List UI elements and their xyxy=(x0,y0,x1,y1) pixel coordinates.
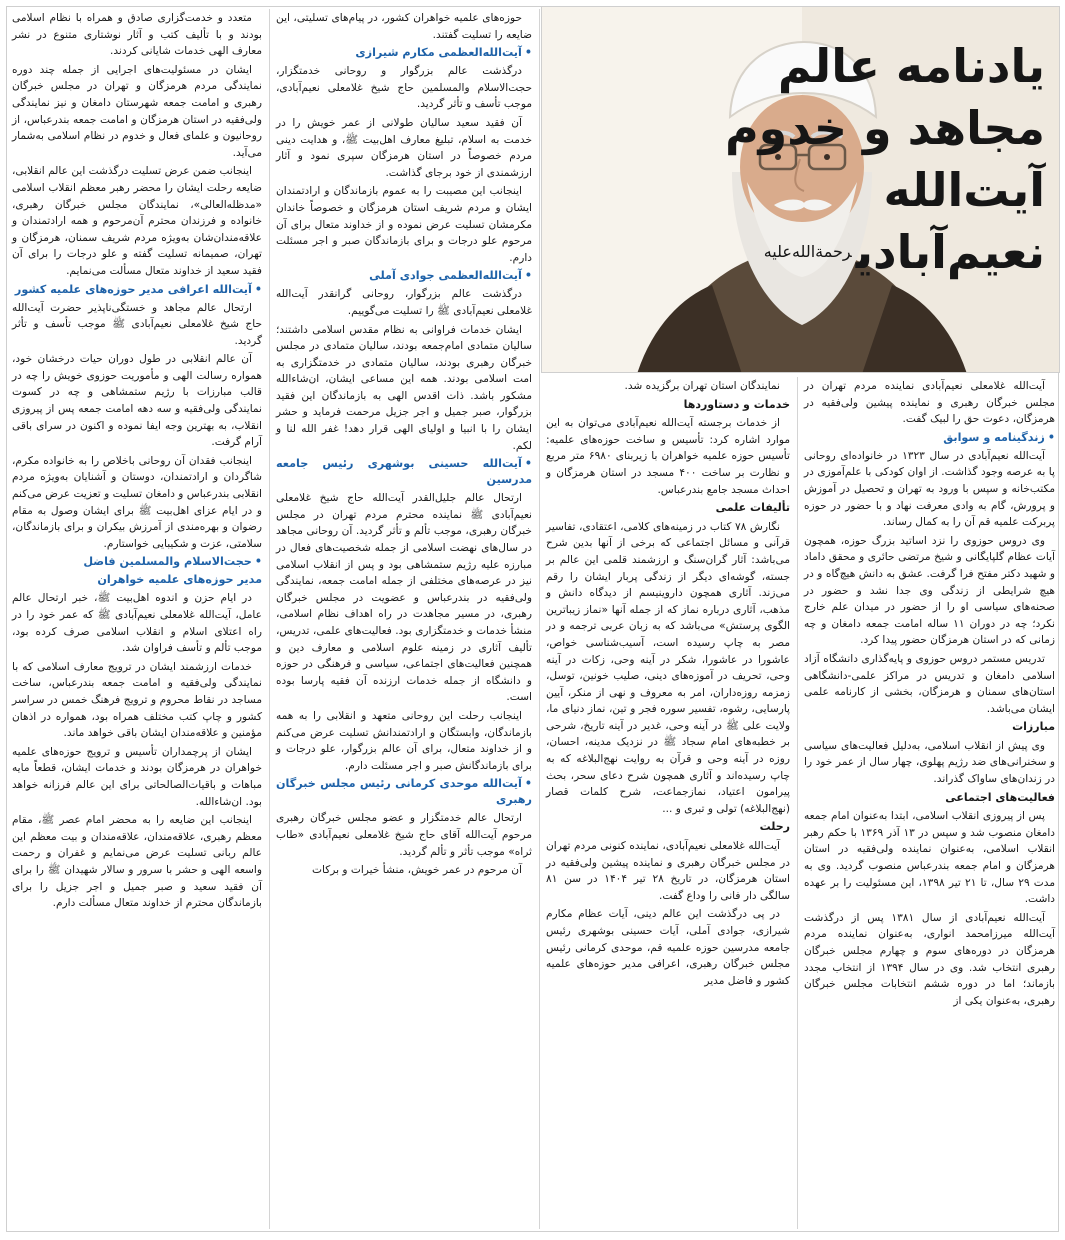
paragraph: نگارش ۷۸ کتاب در زمینه‌های کلامی، اعتقادی، تفاسیر قرآنی و مسائل اجتماعی که برخی از آنها بدین شرح می‌باشد: آثار گران‌سنگ و ارزشمند قلمی این عالم بر جسته، گوشه‌ای دیگر از زندگی پربار ایشان را رقم می‌زند. آثاری همچون داروینیسم از دیدگاه دانش و مذهب، آثاری درباره نماز که از جمله آنها «نماز زیباترین الگوی پرستش» می‌باشد که به زبان عربی ترجمه و در مصر به چاپ رسیده است، آسیب‌شناسی خواص، عاشورا در عاشورا، شکر در آینه وحی، زکات در آینه وحی، تحریف در آموزه‌های دینی، صلیب خونین، توسل، زمزمه روزه‌داران، امر به معروف و نهی از منکر، آیین پارسایی، رشوه، تفسیر سوره فجر و تین، نماز دنیای ما، ولایت علی ﷺ در آینه وحی، غدیر در آینه تاریخ، شرحی بر خطبه‌های امام سجاد ﷺ در نزدیک مدینه، احسان، روزه در آینه وحی و قرآن به روایت نهج‌البلاغه که به چاپ رسیده‌اند و آثاری همچون شرح دعای سحر، بحث پیرامون اعتیاد، نمازجماعت، شرح کلمات قصار (نهج‌البلاغه) تولی و تبری و ... xyxy=(546,520,790,815)
paragraph: ایشان خدمات فراوانی به نظام مقدس اسلامی داشتند؛ سالیان متمادی امام‌جمعه بودند، سالیان متمادی در مجلس خبرگان رهبری بودند، سالیان متمادی در خدمتگزاری به امت اسلامی بودند. همه این مساعی ایشان، ان‌شاءالله مشکور باشد. ذات اقدس الهی به بازماندگان این فقید بزرگوار، صبر جمیل و اجر جزیل مرحمت فرماید و حشر ایشان را با انبیا و اولیای الهی قرار دهد! غفر الله لنا و لکم. xyxy=(276,323,532,452)
section-subheading: مدیر حوزه‌های علمیه خواهران xyxy=(97,573,262,587)
section-heading: •آیت‌الله حسینی بوشهری رئیس جامعه مدرسین xyxy=(276,457,532,487)
column-divider xyxy=(269,9,270,1229)
paragraph: آن فقید سعید سالیان طولانی از عمر خویش را در خدمت به اسلام، تبلیغ معارف اهل‌بیت ﷺ، و هدایت دینی مردم خصوصاً در استان هرمزگان سپری نمود و آثار ارزشمندی از خود برجای گذاشت. xyxy=(276,116,532,179)
hero-panel xyxy=(541,6,1060,373)
paragraph: ارتحال عالم خدمتگزار و عضو مجلس خبرگان رهبری مرحوم آیت‌الله آقای حاج شیخ غلامعلی نعیم‌آبادی «طاب ثراه» موجب تأثر و تألم گردید. xyxy=(276,812,532,858)
paragraph: پس از پیروزی انقلاب اسلامی، ابتدا به‌عنوان امام جمعه دامغان منصوب شد و سپس در ۱۳ آذر ۱۳۶۹ با حکم رهبر انقلاب اسلامی، به‌عنوان نماینده ولی‌فقیه در استان هرمزگان و امام جمعه بندرعباس منصوب گردید. وی به مدت ۲۹ سال، تا ۲۱ تیر ۱۳۹۸، این مسئولیت را بر عهده داشت. xyxy=(804,810,1056,906)
column-divider xyxy=(539,9,540,1229)
paragraph: خدمات ارزشمند ایشان در ترویج معارف اسلامی که با نمایندگی ولی‌فقیه و امامت جمعه بندرعباس، ساخت مساجد در نقاط محروم و ترویج فرهنگ خمس در سراسر کشور و چاپ کتب مختلف همراه بود، همواره در اذهان مؤمنین و علاقه‌مندان ایشان باقی خواهد ماند. xyxy=(12,660,262,740)
paragraph: آن مرحوم در عمر خویش، منشأ خیرات و برکات xyxy=(312,864,522,877)
section-heading: •آیت‌الله موحدی کرمانی رئیس مجلس خبرگان رهبری xyxy=(276,777,532,807)
headline-line-2: مجاهد و خدوم xyxy=(724,101,1045,155)
bullet-icon: • xyxy=(524,269,532,283)
column-3 xyxy=(271,7,537,1231)
bullet-icon: • xyxy=(524,777,532,791)
paragraph: درگذشت عالم بزرگوار و روحانی خدمتگزار، حجت‌الاسلام والمسلمین حاج شیخ غلامعلی نعیم‌آبادی، موجب تأسف و تأثر گردید. xyxy=(276,65,532,111)
paragraph: اینجانب این مصیبت را به عموم بازماندگان و ارادتمندان ایشان و مردم شریف استان هرمزگان و خصوصاً خاندان مکرمشان تسلیت عرض نموده و از خداوند متعال برای آن مرحوم علو درجات و برای بازماندگان صبر و اجر مسئلت دارم. xyxy=(276,185,532,264)
paragraph: آیت‌الله غلامعلی نعیم‌آبادی نماینده مردم تهران در مجلس خبرگان رهبری و نماینده پیشین ولی‌فقیه در هرمزگان، دعوت حق را لبیک گفت. xyxy=(804,380,1055,426)
section-subheading: مبارزات xyxy=(1012,720,1055,734)
paragraph: آیت‌الله نعیم‌آبادی از سال ۱۳۸۱ پس از درگذشت آیت‌الله میرزامحمد انواری، به‌عنوان نماینده مردم هرمزگان در دوره‌های سوم و چهارم مجلس خبرگان رهبری انتخاب شد. وی در سال ۱۳۹۴ از انتخاب مجدد بازماند؛ اما در دوره ششم انتخابات مجلس خبرگان رهبری، به‌عنوان یکی از xyxy=(804,911,1055,1007)
headline-block xyxy=(725,35,1045,283)
paragraph: ارتحال عالم مجاهد و خستگی‌ناپذیر حضرت آیت‌الله حاج شیخ غلامعلی نعیم‌آبادی ﷺ موجب تأسف و تأثر گردید. xyxy=(12,301,262,347)
bullet-icon: • xyxy=(524,46,532,60)
headline-line-1: یادنامه عالم xyxy=(777,39,1045,93)
paragraph: در ایام حزن و اندوه اهل‌بیت ﷺ، خبر ارتحال عالم عامل، آیت‌الله غلامعلی نعیم‌آبادی ﷺ که عمر خود را در راه اعتلای اسلام و انقلاب اسلامی صرف کرده بود، موجب تألم و تأسف فراوان شد. xyxy=(12,592,262,655)
paragraph: از خدمات برجسته آیت‌الله نعیم‌آبادی می‌توان به این موارد اشاره کرد: تأسیس و ساخت حوزه‌های علمیه: تأسیس حوزه علمیه خواهران با زیربنای ۶۹۸۰ متر مربع و نظارت بر ساخت ۴۰۰ مسجد در استان هرمزگان و احداث مسجد جامع بندرعباس. xyxy=(546,417,791,496)
column-4 xyxy=(7,7,267,1231)
bullet-icon: • xyxy=(1047,430,1055,444)
column-divider xyxy=(797,377,798,1229)
paragraph: در پی درگذشت این عالم دینی، آیات عظام مکارم شیرازی، جوادی آملی، آیات حسینی بوشهری رئیس جامعه مدرسین حوزه علمیه قم، موحدی کرمانی رئیس مجلس خبرگان رهبری، اعرافی مدیر حوزه‌های علمیه کشور و فاضل مدیر xyxy=(546,908,790,987)
paragraph: آیت‌الله نعیم‌آبادی در سال ۱۳۲۳ در خانواده‌ای روحانی پا به عرصه وجود گذاشت. از اوان کودکی با علم‌آموزی در مکتب‌خانه و سپس با ورود به تهران و تحصیل در آموزش و پرورش، گام به وادی معرفت نهاد و با حضور در حوزه پربرکت علمیه قم آن را به کمال رساند. xyxy=(804,449,1055,529)
paragraph: ارتحال عالم جلیل‌القدر آیت‌الله حاج شیخ غلامعلی نعیم‌آبادی ﷺ نماینده محترم مردم تهران در مجلس خبرگان رهبری، موجب تألم و تأثر گردید. آن روحانی مجاهد در سال‌های نهضت اسلامی از جمله شخصیت‌های فعال در مبارزه علیه رژیم ستمشاهی بود و پس از انقلاب اسلامی نیز در عرصه‌های مختلفی از جمله امامت جمعه، نمایندگی ولی‌فقیه در بندرعباس و عضویت در مجلس خبرگان رهبری، در مسیر مجاهدت در راه اهداف نظام اسلامی، منشأ خدمات و خدمتگزاری بود. فعالیت‌های علمی، تدریس، تألیف آثاری در زمینه علوم اسلامی و معارف دین و همچنین فعالیت‌های اجتماعی، سیاسی و فرهنگی در حوزه و دانشگاه از جمله خدمات ارزنده آن فقیه پارسا بوده است. xyxy=(276,492,532,704)
paragraph: ایشان از پرچمداران تأسیس و ترویج حوزه‌های علمیه خواهران در هرمزگان بودند و خدمات ایشان، قطعاً مایه مباهات و باقیات‌الصالحاتی برای این عالم فرزانه خواهد بود. ان‌شاءالله. xyxy=(12,745,262,808)
paragraph: درگذشت عالم بزرگوار، روحانی گرانقدر آیت‌الله غلامعلی نعیم‌آبادی ﷺ را تسلیت می‌گوییم. xyxy=(276,288,532,317)
paragraph: نمایندگان استان تهران برگزیده شد. xyxy=(624,380,780,392)
paragraph: اینجانب رحلت این روحانی متعهد و انقلابی را به همه بازماندگان، وابستگان و ارادتمندانش تسلیت عرض می‌کنم و از خداوند متعال، برای آن عالم بزرگوار، علو درجات و برای بازماندگانش صبر و اجر مسئلت دارم. xyxy=(276,709,532,772)
column-2 xyxy=(541,375,795,1231)
paragraph: ایشان در مسئولیت‌های اجرایی از جمله چند دوره نمایندگی مردم هرمزگان و تهران در مجلس خبرگان رهبری و امامت جمعه شهرستان دامغان و نیز نمایندگی ولی‌فقیه در استان هرمزگان و امامت جمعه بندرعباس، از روحانیون و علمای فعال و خدوم در نظام اسلامی به‌شمار می‌آید. xyxy=(12,63,262,159)
paragraph: وی دروس حوزوی را نزد اساتید بزرگ حوزه، همچون آیات عظام گلپایگانی و شیخ مرتضی حائری و محقق داماد و شهید دکتر مفتح فرا گرفت. عشق به دانش هیچ‌گاه و در هیچ شرایطی از زندگی وی جدا نشد و حضور در صحنه‌های سیاسی او را از حضور در میدان علم خارج نکرد؛ چه در دوران ۱۱ ساله امامت جمعه دامغان و چه زمانی که در استان هرمزگان حضور پیدا کرد. xyxy=(804,534,1056,647)
paragraph: اینجانب این ضایعه را به محضر امام عصر ﷺ، مقام معظم رهبری، علاقه‌مندان، علاقه‌مندان و بیت معظم این عالم ربانی تسلیت عرض می‌نمایم و غفران و رحمت واسعه الهی و حشر با سرور و سالار شهیدان ﷺ را برای آن فقید سعید و صبر جمیل و اجر جزیل را برای بازماندگان محترم از خداوند متعال مسألت دارم. xyxy=(12,814,262,910)
honorific-glyph: رحمة‌الله‌علیه xyxy=(763,242,852,261)
paragraph: اینجانب ضمن عرض تسلیت درگذشت این عالم انقلابی، ضایعه رحلت ایشان را محضر رهبر معظم انقلاب اسلامی «مدظله‌العالی»، نمایندگان مجلس خبرگان رهبری، خانواده و فرزندان محترم آن‌مرحوم و همه ارادتمندان و علاقه‌مندان‌شان به‌ویژه مردم شریف سمنان، هرمزگان و تهران، صمیمانه تسلیت گفته و علو درجات را برای آن فقید سعید از خداوند متعال مسألت می‌نمایم. xyxy=(11,165,262,277)
paragraph: متعدد و خدمت‌گزاری صادق و همراه با نظام اسلامی بودند و با تألیف کتب و آثار نوشتاری متنوع در نشر معارف الهی خدمات شایانی کردند. xyxy=(12,12,262,58)
paragraph: تدریس مستمر دروس حوزوی و پایه‌گذاری دانشگاه آزاد اسلامی دامغان و تدریس در مراکز علمی-دانشگاهی استان‌های سمنان و هرمزگان، بخشی از کارنامه علمی ایشان می‌باشد. xyxy=(804,652,1055,715)
section-subheading: تألیفات علمی xyxy=(715,501,790,515)
paragraph: حوزه‌های علمیه خواهران کشور، در پیام‌های تسلیتی، این ضایعه را تسلیت گفتند. xyxy=(276,12,532,41)
paragraph: وی پیش از انقلاب اسلامی، به‌دلیل فعالیت‌های سیاسی و سخنرانی‌های ضد رژیم پهلوی، چهار سال از عمر خود را در زندان‌های ساواک گذراند. xyxy=(804,739,1055,786)
section-heading: •آیت‌الله‌العظمی مکارم شیرازی xyxy=(355,46,532,60)
bullet-icon: • xyxy=(524,457,532,471)
bullet-icon: • xyxy=(254,555,262,569)
section-heading: •زندگینامه و سوابق xyxy=(943,430,1055,444)
paragraph: آیت‌الله غلامعلی نعیم‌آبادی، نماینده کنونی مردم تهران در مجلس خبرگان رهبری و نماینده پیشین ولی‌فقیه در استان هرمزگان، در تاریخ ۲۸ تیر ۱۴۰۴ در سن ۸۱ سالگی دار فانی را وداع گفت. xyxy=(546,840,791,902)
section-subheading: خدمات و دستاوردها xyxy=(683,397,790,411)
section-subheading: فعالیت‌های اجتماعی xyxy=(945,790,1055,804)
bullet-icon: • xyxy=(254,282,262,296)
section-subheading: رحلت xyxy=(759,820,790,834)
headline-line-4: نعیم‌آبادی$^{رحمة‌الله‌علیه}$ xyxy=(763,225,1045,279)
section-heading: •آیت‌الله اعرافی مدیر حوزه‌های علمیه کشور xyxy=(14,282,262,296)
paragraph: آن عالم انقلابی در طول دوران حیات درخشان خود، همواره رسالت الهی و مأموریت حوزوی خویش را چه در قالب مبارزات با رژیم ستمشاهی و چه در کسوت نمایندگی ولی‌فقیه و سه دهه امامت جمعه پس از پیروزی انقلاب، به بهترین وجه ایفا نموده و اکنون در سرای باقی آرام گرفت. xyxy=(12,353,262,449)
headline-line-3: آیت‌الله xyxy=(883,163,1045,217)
column-1 xyxy=(799,375,1060,1231)
section-heading: •حجت‌الاسلام والمسلمین فاضل xyxy=(83,555,262,569)
section-heading: •آیت‌الله‌العظمی جوادی آملی xyxy=(369,269,532,283)
paragraph: اینجانب فقدان آن روحانی باخلاص را به خانواده مکرم، شاگردان و ارادتمندان، دوستان و آشنایان به‌ویژه مردم انقلابی بندرعباس و دامغان تسلیت و تعزیت عرض می‌کنم و در ایام عزای اهل‌بیت ﷺ برای ایشان وصول به مقام رضوان و بهره‌مندی از آمرزش بیکران و برای بازماندگان، سلامتی، عزت و شکیبایی خواستارم. xyxy=(11,454,262,550)
newspaper-page xyxy=(6,6,1059,1232)
